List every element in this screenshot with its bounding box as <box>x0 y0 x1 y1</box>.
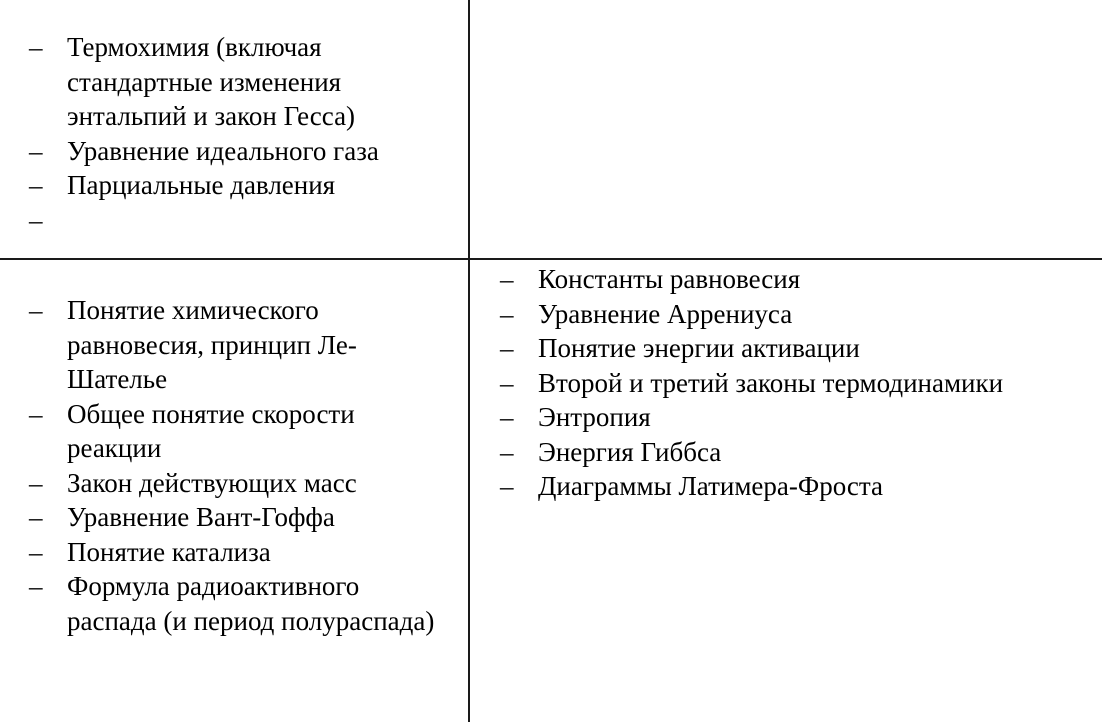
list-item: – Энтропия <box>500 400 1100 435</box>
list-item: – Понятие химического равновесия, принцип Ле-Шателье <box>29 293 449 397</box>
table-vertical-divider <box>468 0 470 722</box>
list-item: – Общее понятие скорости реакции <box>29 397 449 466</box>
topic-list <box>500 262 1100 504</box>
table-horizontal-divider <box>0 258 1102 260</box>
topic-list <box>29 293 449 638</box>
list-item: – Энергия Гиббса <box>500 435 1100 470</box>
list-item: – Константы равновесия <box>500 262 1100 297</box>
list-item: – Закон действующих масс <box>29 466 449 501</box>
cell-bottom-right <box>500 262 1100 504</box>
cell-bottom-left <box>29 293 449 638</box>
list-item: – Уравнение идеального газа <box>29 134 449 169</box>
list-item: – Формула радиоактивного распада (и период полураспада) <box>29 569 449 638</box>
list-item: – Второй и третий законы термодинамики <box>500 366 1100 401</box>
list-item: – Понятие энергии активации <box>500 331 1100 366</box>
list-item: – Уравнение Аррениуса <box>500 297 1100 332</box>
list-item: – Парциальные давления <box>29 168 449 203</box>
list-item: – Уравнение Вант-Гоффа <box>29 500 449 535</box>
cell-top-left <box>29 30 449 203</box>
topic-list <box>29 30 449 203</box>
list-item: – Диаграммы Латимера-Фроста <box>500 469 1100 504</box>
list-item: – Понятие катализа <box>29 535 449 570</box>
list-item: – Термохимия (включая стандартные изменения энтальпий и закон Гесса) <box>29 30 449 134</box>
